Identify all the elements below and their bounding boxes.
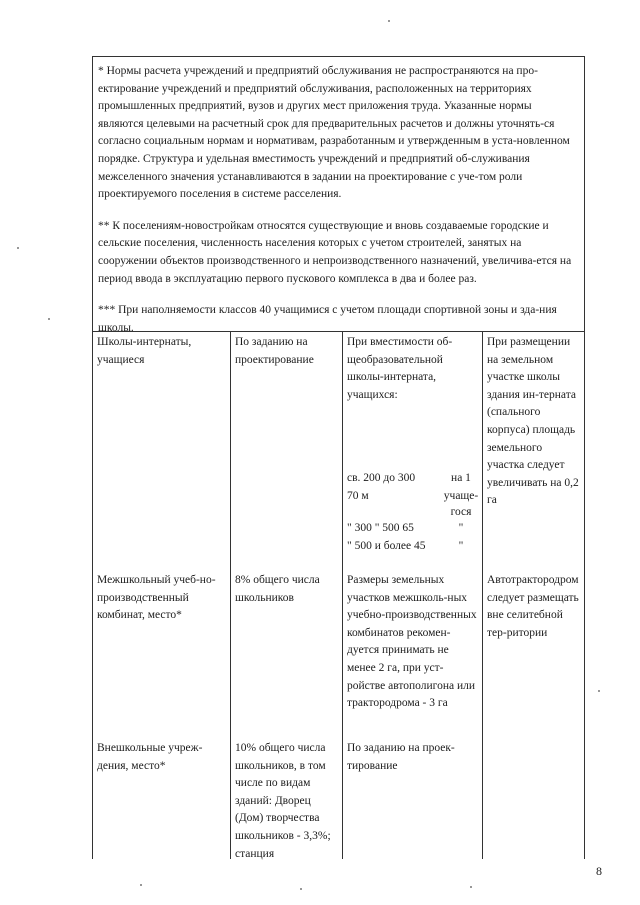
table-cell: При вместимости об-щеобразовательной школы-интерната, учащихся: [347, 336, 453, 401]
page-number: 8 [596, 864, 602, 878]
table-cell: 10% общего числа школьников, в том числе по видам зданий: Дворец (Дом) творчества школьников - 3,3%; станция [235, 742, 331, 860]
table-cell: Школы-интернаты, учащиеся [97, 336, 192, 366]
capacity-unit: гося [450, 506, 472, 518]
table-cell: По заданию на проектирование [235, 336, 314, 366]
footnote-1: * Нормы расчета учреждений и предприятий обслуживания не распространяются на про-ектирование учреждений и предприятий обслуживания, расположенных на территориях промышленных предприятий, вузов и других мест приложения труда. Указанные нормы являются целевыми на расчетный срок для предварительных расчетов и должны уточнять-ся согласно социальным нормам и нормативам, разработанным и утвержденным в уста-новленном порядке. Структура и удельная вместимость учреждений и предприятий об-служивания межселенного значения устанавливаются в задании на проектирование с уче-том роли проектируемого поселения в системе расселения. [98, 65, 570, 201]
scan-speck [300, 888, 302, 890]
scan-speck [388, 20, 390, 22]
capacity-unit: " [458, 522, 464, 534]
capacity-range: 70 м [347, 490, 369, 502]
capacity-unit: учаще- [443, 490, 479, 502]
table-cell: Размеры земельных участков межшколь-ных учебно-производственных комбинатов рекомен-дуется принимать не менее 2 га, при уст-ройстве автополигона или трактородрома - 3 га [347, 574, 477, 710]
table-cell: При размещении на земельном участке школы здания ин-терната (спального корпуса) площадь земельного участка следует увеличивать на 0,2 га [487, 336, 579, 507]
scan-speck [17, 247, 19, 249]
capacity-unit: на 1 [451, 472, 471, 484]
scan-speck [598, 690, 600, 692]
scan-speck [140, 884, 142, 886]
table-cell: По заданию на проек-тирование [347, 742, 455, 772]
scan-speck [470, 886, 472, 888]
table-column-1 [93, 332, 231, 859]
footnote-3: *** При наполняемости классов 40 учащимися с учетом площади спортивной зоны и зда-ния школы. [98, 304, 557, 334]
capacity-unit: " [458, 540, 464, 552]
table-column-2 [231, 332, 343, 859]
capacity-range: св. 200 до 300 [347, 472, 416, 484]
norms-table [92, 331, 585, 859]
capacity-range: " 500 и более 45 [347, 540, 426, 552]
scan-speck [48, 318, 50, 320]
footnote-2: ** К поселениям-новостройкам относятся существующие и вновь создаваемые городские и сельские поселения, численность населения которых с учетом строителей, занятых на сооружении объектов производственного и непроизводственного назначений, увеличива-ется на период ввода в эксплуатацию первого пускового комплекса в два и более раз. [98, 219, 572, 285]
table-cell: Автотрактородром следует размещать вне селитебной тер-ритории [487, 574, 579, 639]
table-cell: 8% общего числа школьников [235, 574, 320, 604]
table-column-4 [483, 332, 585, 859]
footnotes-block [92, 56, 585, 334]
table-cell: Внешкольные учреж-дения, место* [97, 742, 203, 772]
capacity-range: " 300 " 500 65 [347, 522, 414, 534]
table-column-3 [343, 332, 483, 859]
table-cell: Межшкольный учеб-но-производственный комбинат, место* [97, 574, 216, 622]
